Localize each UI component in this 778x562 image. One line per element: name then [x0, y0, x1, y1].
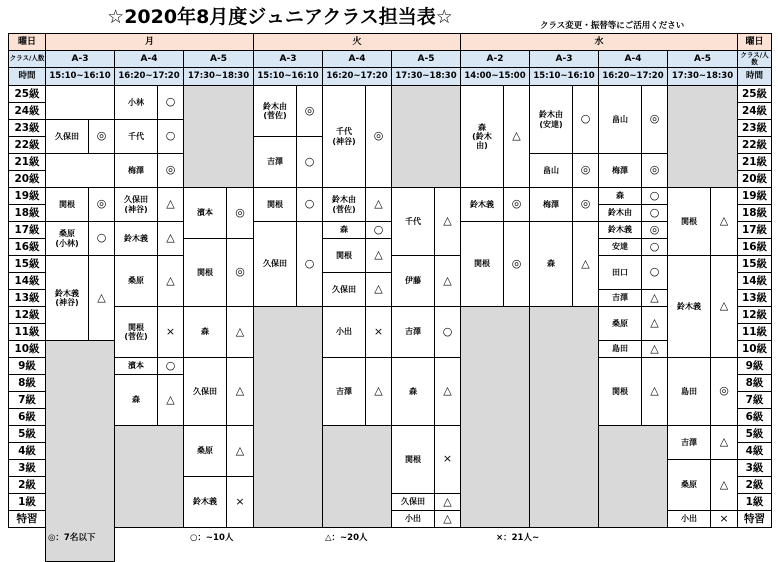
level-label-left: 19級: [8, 187, 46, 205]
level-label-left: 23級: [8, 119, 46, 137]
level-label-left: 22級: [8, 136, 46, 154]
time-header: 15:10~16:10: [45, 67, 115, 86]
capacity-mark: △: [710, 255, 738, 358]
level-label-right: 10級: [737, 340, 772, 358]
level-label-left: 13級: [8, 289, 46, 307]
level-label-left: 2級: [8, 476, 46, 494]
header-jikan-right: 時間: [737, 67, 772, 86]
capacity-mark: ○: [157, 357, 184, 375]
level-label-right: 16級: [737, 238, 772, 256]
coach-name: 千代: [114, 119, 158, 154]
class-header: A-2: [460, 50, 530, 68]
coach-name: 久保田: [183, 357, 227, 426]
coach-name: 森: [114, 374, 158, 426]
capacity-mark: ◎: [503, 187, 530, 222]
level-label-right: 3級: [737, 459, 772, 477]
time-header: 16:20~17:20: [114, 67, 184, 86]
day-header: 月: [45, 33, 254, 51]
capacity-mark: ○: [641, 187, 668, 205]
capacity-mark: △: [434, 187, 461, 256]
capacity-mark: △: [226, 425, 254, 477]
level-label-right: 6級: [737, 408, 772, 426]
capacity-mark: △: [365, 238, 392, 273]
time-header: 17:30~18:30: [667, 67, 738, 86]
capacity-mark: ○: [572, 85, 599, 154]
coach-name: 鈴木義 (神谷): [45, 255, 89, 341]
class-header: A-4: [322, 50, 392, 68]
header-youbi-right: 曜日: [737, 33, 772, 51]
coach-name: 濱本: [114, 357, 158, 375]
coach-name: 梅澤: [114, 153, 158, 188]
closed-block: [114, 425, 184, 528]
class-header: A-5: [183, 50, 254, 68]
capacity-mark: △: [434, 510, 461, 528]
level-label-right: 2級: [737, 476, 772, 494]
coach-name: 久保田: [45, 119, 89, 154]
capacity-mark: △: [434, 255, 461, 307]
closed-block: [45, 340, 115, 562]
closed-block: [391, 85, 461, 188]
coach-name: 鈴木義: [667, 255, 711, 358]
capacity-mark: ×: [434, 425, 461, 494]
capacity-mark: ◎: [88, 119, 115, 154]
coach-name: 鈴木義: [183, 476, 227, 528]
level-label-right: 9級: [737, 357, 772, 375]
capacity-mark: ◎: [641, 85, 668, 154]
capacity-mark: ○: [296, 221, 323, 307]
capacity-mark: ◎: [641, 153, 668, 188]
capacity-mark: ○: [641, 238, 668, 256]
capacity-mark: ◎: [710, 357, 738, 426]
level-label-left: 1級: [8, 493, 46, 511]
header-youbi-left: 曜日: [8, 33, 46, 51]
level-label-left: 15級: [8, 255, 46, 273]
capacity-mark: ◎: [88, 187, 115, 222]
time-header: 16:20~17:20: [598, 67, 668, 86]
coach-name: 吉澤: [667, 425, 711, 460]
coach-name: 梅澤: [529, 187, 573, 222]
capacity-mark: △: [157, 255, 184, 307]
legend-cross: ×：21人~: [496, 533, 540, 543]
coach-name: 鈴木義: [460, 187, 504, 222]
capacity-mark: ◎: [641, 221, 668, 239]
coach-name: 畠山: [529, 153, 573, 188]
empty-block: [45, 153, 115, 188]
header-class-ninzu-left: クラス/人数: [8, 50, 46, 68]
level-label-right: 24級: [737, 102, 772, 120]
time-header: 16:20~17:20: [322, 67, 392, 86]
level-label-right: 23級: [737, 119, 772, 137]
coach-name: 森: [322, 221, 366, 239]
capacity-mark: ×: [226, 476, 254, 528]
capacity-mark: △: [503, 85, 530, 188]
usage-note: クラス変更・振替等にご活用ください: [540, 21, 685, 31]
coach-name: 安達: [598, 238, 642, 256]
level-label-left: 17級: [8, 221, 46, 239]
level-label-left: 14級: [8, 272, 46, 290]
coach-name: 千代: [391, 187, 435, 256]
coach-name: 吉澤: [322, 357, 366, 426]
coach-name: 関根: [667, 187, 711, 256]
coach-name: 森: [183, 306, 227, 358]
level-label-right: 4級: [737, 442, 772, 460]
coach-name: 関根: [391, 425, 435, 494]
capacity-mark: ○: [157, 119, 184, 154]
closed-block: [529, 306, 599, 528]
coach-name: 森: [391, 357, 435, 426]
closed-block: [183, 85, 254, 188]
coach-name: 鈴木由 (安達): [529, 85, 573, 154]
level-label-right: 21級: [737, 153, 772, 171]
coach-name: 久保田 (神谷): [114, 187, 158, 222]
coach-name: 関根: [460, 221, 504, 307]
capacity-mark: ◎: [296, 85, 323, 137]
capacity-mark: ×: [710, 510, 738, 528]
class-header: A-3: [45, 50, 115, 68]
level-label-left: 10級: [8, 340, 46, 358]
capacity-mark: △: [710, 459, 738, 511]
level-label-left: 9級: [8, 357, 46, 375]
coach-name: 濱本: [183, 187, 227, 239]
level-label-right: 1級: [737, 493, 772, 511]
level-label-left: 18級: [8, 204, 46, 222]
level-label-left: 7級: [8, 391, 46, 409]
coach-name: 吉澤: [598, 289, 642, 307]
closed-block: [598, 425, 668, 528]
coach-name: 小出: [391, 510, 435, 528]
level-label-left: 11級: [8, 323, 46, 341]
coach-name: 島田: [598, 340, 642, 358]
coach-name: 伊藤: [391, 255, 435, 307]
legend-circle: ○：~10人: [190, 533, 234, 543]
coach-name: 畠山: [598, 85, 642, 154]
coach-name: 鈴木義: [598, 221, 642, 239]
coach-name: 桑原: [667, 459, 711, 511]
coach-name: 梅澤: [598, 153, 642, 188]
level-label-right: 22級: [737, 136, 772, 154]
capacity-mark: △: [641, 306, 668, 341]
level-label-right: 5級: [737, 425, 772, 443]
capacity-mark: ○: [88, 221, 115, 256]
capacity-mark: △: [365, 187, 392, 222]
time-header: 15:10~16:10: [529, 67, 599, 86]
time-header: 17:30~18:30: [183, 67, 254, 86]
legend-triangle: △：~20人: [325, 533, 368, 543]
capacity-mark: △: [641, 289, 668, 307]
capacity-mark: △: [641, 340, 668, 358]
capacity-mark: ○: [157, 85, 184, 120]
level-label-right: 8級: [737, 374, 772, 392]
class-header: A-3: [253, 50, 323, 68]
closed-block: [253, 306, 323, 528]
capacity-mark: ◎: [157, 153, 184, 188]
capacity-mark: ◎: [503, 221, 530, 307]
time-header: 15:10~16:10: [253, 67, 323, 86]
header-jikan-left: 時間: [8, 67, 46, 86]
capacity-mark: △: [365, 357, 392, 426]
closed-block: [322, 425, 392, 528]
day-header: 水: [460, 33, 738, 51]
coach-name: 吉澤: [253, 136, 297, 188]
coach-name: 小出: [667, 510, 711, 528]
time-header: 17:30~18:30: [391, 67, 461, 86]
level-label-right: 19級: [737, 187, 772, 205]
level-label-right: 特習: [737, 510, 772, 528]
level-label-right: 7級: [737, 391, 772, 409]
legend-double-circle: ◎：7名以下: [48, 533, 96, 543]
coach-name: 関根: [253, 187, 297, 222]
capacity-mark: ○: [641, 255, 668, 290]
coach-name: 田口: [598, 255, 642, 290]
capacity-mark: ○: [434, 306, 461, 358]
level-label-left: 6級: [8, 408, 46, 426]
coach-name: 桑原: [114, 255, 158, 307]
level-label-left: 24級: [8, 102, 46, 120]
capacity-mark: ○: [641, 204, 668, 222]
day-header: 火: [253, 33, 461, 51]
level-label-right: 15級: [737, 255, 772, 273]
capacity-mark: △: [434, 357, 461, 426]
capacity-mark: ○: [296, 187, 323, 222]
level-label-left: 20級: [8, 170, 46, 188]
level-label-right: 25級: [737, 85, 772, 103]
capacity-mark: △: [710, 187, 738, 256]
header-class-ninzu-right: クラス/人数: [737, 50, 772, 68]
capacity-mark: △: [157, 187, 184, 222]
level-label-right: 12級: [737, 306, 772, 324]
capacity-mark: ○: [365, 221, 392, 239]
level-label-right: 13級: [737, 289, 772, 307]
coach-name: 関根: [183, 238, 227, 307]
capacity-mark: ×: [157, 306, 184, 358]
empty-block: [45, 85, 115, 120]
coach-name: 森 (鈴木 由): [460, 85, 504, 188]
capacity-mark: △: [434, 493, 461, 511]
capacity-mark: ◎: [365, 85, 392, 188]
capacity-mark: △: [226, 357, 254, 426]
class-header: A-3: [529, 50, 599, 68]
capacity-mark: △: [710, 425, 738, 460]
capacity-mark: △: [157, 221, 184, 256]
coach-name: 桑原: [598, 306, 642, 341]
coach-name: 鈴木義: [114, 221, 158, 256]
capacity-mark: △: [157, 374, 184, 426]
coach-name: 鈴木由: [598, 204, 642, 222]
level-label-right: 20級: [737, 170, 772, 188]
level-label-left: 3級: [8, 459, 46, 477]
level-label-left: 25級: [8, 85, 46, 103]
level-label-left: 12級: [8, 306, 46, 324]
level-label-right: 17級: [737, 221, 772, 239]
coach-name: 桑原: [183, 425, 227, 477]
coach-name: 小林: [114, 85, 158, 120]
level-label-left: 4級: [8, 442, 46, 460]
capacity-mark: ×: [365, 306, 392, 358]
coach-name: 小出: [322, 306, 366, 358]
coach-name: 島田: [667, 357, 711, 426]
coach-name: 鈴木由 (菅佐): [253, 85, 297, 137]
closed-block: [460, 306, 530, 528]
coach-name: 吉澤: [391, 306, 435, 358]
coach-name: 久保田: [253, 221, 297, 307]
level-label-left: 特習: [8, 510, 46, 528]
level-label-left: 5級: [8, 425, 46, 443]
page-title: ☆2020年8月度ジュニアクラス担当表☆: [107, 6, 453, 28]
coach-name: 久保田: [322, 272, 366, 307]
capacity-mark: ◎: [226, 187, 254, 239]
coach-name: 久保田: [391, 493, 435, 511]
coach-name: 桑原 (小林): [45, 221, 89, 256]
capacity-mark: ◎: [572, 187, 599, 222]
level-label-right: 14級: [737, 272, 772, 290]
coach-name: 関根: [322, 238, 366, 273]
closed-block: [667, 85, 738, 188]
class-header: A-5: [391, 50, 461, 68]
level-label-left: 16級: [8, 238, 46, 256]
capacity-mark: ◎: [226, 238, 254, 307]
level-label-left: 21級: [8, 153, 46, 171]
coach-name: 関根: [598, 357, 642, 426]
coach-name: 森: [598, 187, 642, 205]
coach-name: 森: [529, 221, 573, 307]
capacity-mark: △: [365, 272, 392, 307]
capacity-mark: △: [641, 357, 668, 426]
level-label-left: 8級: [8, 374, 46, 392]
coach-name: 関根: [45, 187, 89, 222]
capacity-mark: ◎: [572, 153, 599, 188]
level-label-right: 18級: [737, 204, 772, 222]
level-label-right: 11級: [737, 323, 772, 341]
class-header: A-4: [598, 50, 668, 68]
time-header: 14:00~15:00: [460, 67, 530, 86]
class-header: A-4: [114, 50, 184, 68]
capacity-mark: ○: [296, 136, 323, 188]
coach-name: 千代 (神谷): [322, 85, 366, 188]
coach-name: 鈴木由 (菅佐): [322, 187, 366, 222]
class-header: A-5: [667, 50, 738, 68]
coach-name: 関根 (菅佐): [114, 306, 158, 358]
capacity-mark: △: [226, 306, 254, 358]
capacity-mark: △: [572, 221, 599, 307]
capacity-mark: △: [88, 255, 115, 341]
